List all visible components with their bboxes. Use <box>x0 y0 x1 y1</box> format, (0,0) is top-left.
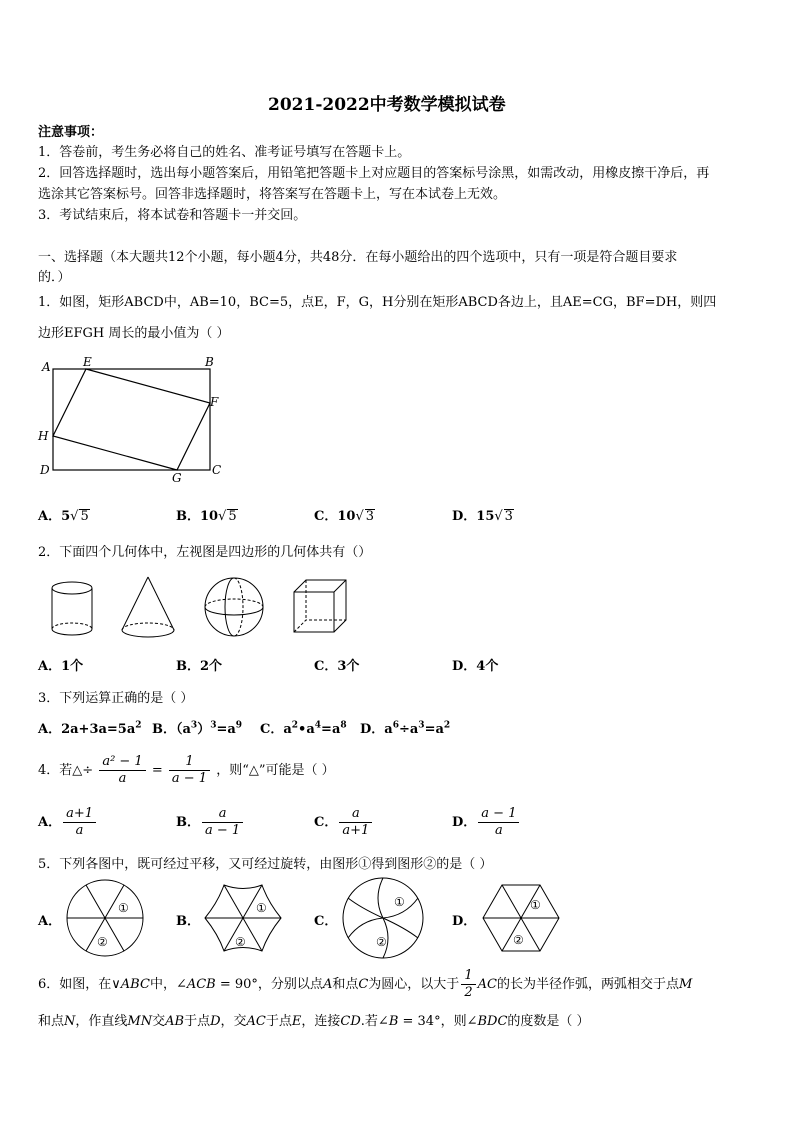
q6-stem-line-1: 6．如图，在∨ABC中，∠ACB = 90°，分别以点A和点C为圆心，以大于 $\frac{1}{2}$ AC的长为半径作弧，两弧相交于点M <box>38 968 693 1000</box>
q5-option-a-label[interactable]: A． <box>38 914 62 929</box>
q2-option-d[interactable]: D．4个 <box>452 659 499 674</box>
q2-stem: 2．下面四个几何体中，左视图是四边形的几何体共有（） <box>38 545 372 560</box>
q6-stem-line-2: 和点N，作直线MN交AB于点D，交AC于点E，连接CD.若∠B = 34°，则∠BDC的度数是（ ） <box>38 1014 590 1029</box>
label-a: A <box>42 360 51 374</box>
q2-solids-figure <box>40 572 370 642</box>
q2-option-a[interactable]: A．1个 <box>38 659 84 674</box>
q5-option-b-label[interactable]: B． <box>176 914 200 929</box>
q3-option-a[interactable]: A．$2a+3a=5a^2$ <box>38 720 142 737</box>
section-heading-line-2: 的．） <box>38 270 71 285</box>
q4-fraction-1: $\frac{\text{a² − 1}}{a}$ <box>99 754 145 787</box>
q1-option-a[interactable]: A．5√ 5 <box>38 509 89 524</box>
q3-option-c[interactable]: C．$a^2•a^4=a^8$ <box>260 720 347 737</box>
notice-line-2a: 2．回答选择题时，选出每小题答案后，用铅笔把答题卡上对应题目的答案标号涂黑，如需改动，用橡皮擦干净后，再 <box>38 166 710 181</box>
q4-option-c[interactable]: C． $\frac{a}{a+1}$ <box>314 806 374 839</box>
q5-option-a-figure[interactable] <box>60 878 150 958</box>
q5-option-c-label[interactable]: C． <box>314 914 338 929</box>
mark-1: ① <box>118 901 129 915</box>
q5-option-c-figure[interactable] <box>338 876 428 960</box>
label-f: F <box>210 395 219 409</box>
mark-1: ① <box>530 898 541 912</box>
q2-option-b[interactable]: B．2个 <box>176 659 223 674</box>
q4-stem: 4．若△÷ $\frac{\text{a² − 1}}{a}$ = $\frac{1}{a - 1}$ ，则“△”可能是（ ） <box>38 754 335 786</box>
mark-2: ② <box>513 933 524 947</box>
notice-line-1: 1．答卷前，考生务必将自己的姓名、准考证号填写在答题卡上。 <box>38 145 411 160</box>
q3-option-d[interactable]: D．$a^6\div a^3=a^2$ <box>360 720 451 737</box>
q4-option-b[interactable]: B． $\frac{a}{a - 1}$ <box>176 806 245 839</box>
page-title: 2021-2022中考数学模拟试卷 <box>268 95 506 115</box>
label-d: D <box>40 463 50 477</box>
q3-option-b[interactable]: B．$(a^3)^3=a^9$ <box>152 720 243 737</box>
q5-option-d-figure[interactable] <box>476 878 566 958</box>
notice-line-3: 3．考试结束后，将本试卷和答题卡一并交回。 <box>38 208 307 223</box>
cube-shape <box>294 580 346 632</box>
sphere-shape <box>205 578 263 636</box>
q3-stem: 3．下列运算正确的是（ ） <box>38 691 194 706</box>
mark-2: ② <box>97 935 108 949</box>
q4-option-d[interactable]: D． $\frac{a - 1}{a}$ <box>452 806 521 839</box>
q5-option-b-figure[interactable] <box>198 878 288 958</box>
label-g: G <box>172 471 182 484</box>
q6-fraction-half: $\frac{1}{2}$ <box>461 968 475 1001</box>
q5-option-d-label[interactable]: D． <box>452 914 477 929</box>
q1-rectangle-figure <box>36 354 226 484</box>
q1-option-c[interactable]: C．10√ 3 <box>314 509 375 524</box>
q1-stem-line-2: 边形EFGH 周长的最小值为（ ） <box>38 326 230 341</box>
mark-2: ② <box>376 935 387 949</box>
q5-stem: 5．下列各图中，既可经过平移，又可经过旋转，由图形①得到图形②的是（ ） <box>38 857 493 872</box>
cylinder-shape <box>52 582 92 635</box>
mark-1: ① <box>394 895 405 909</box>
q1-stem-line-1: 1．如图，矩形ABCD中，AB=10，BC=5，点E，F，G，H分别在矩形ABCD各边上，且AE=CG，BF=DH，则四 <box>38 295 717 310</box>
mark-1: ① <box>256 901 267 915</box>
rectangle-abcd <box>53 369 210 470</box>
label-h: H <box>38 429 49 443</box>
mark-2: ② <box>235 935 246 949</box>
quadrilateral-efgh <box>53 369 210 470</box>
q4-fraction-2: $\frac{1}{a - 1}$ <box>169 754 210 787</box>
q1-option-b[interactable]: B．10√ 5 <box>176 509 237 524</box>
label-e: E <box>83 355 92 369</box>
q4-option-a[interactable]: A． $\frac{a+1}{a}$ <box>38 806 98 839</box>
q2-option-c[interactable]: C．3个 <box>314 659 360 674</box>
notice-heading: 注意事项： <box>38 125 104 140</box>
section-heading-line-1: 一、选择题（本大题共12个小题，每小题4分，共48分．在每小题给出的四个选项中，只有一项是符合题目要求 <box>38 250 678 265</box>
label-b: B <box>205 355 214 369</box>
notice-line-2b: 选涂其它答案标号。回答非选择题时，将答案写在答题卡上，写在本试卷上无效。 <box>38 187 507 202</box>
cone-shape <box>122 577 174 637</box>
q1-option-d[interactable]: D．15√ 3 <box>452 509 513 524</box>
label-c: C <box>212 463 222 477</box>
